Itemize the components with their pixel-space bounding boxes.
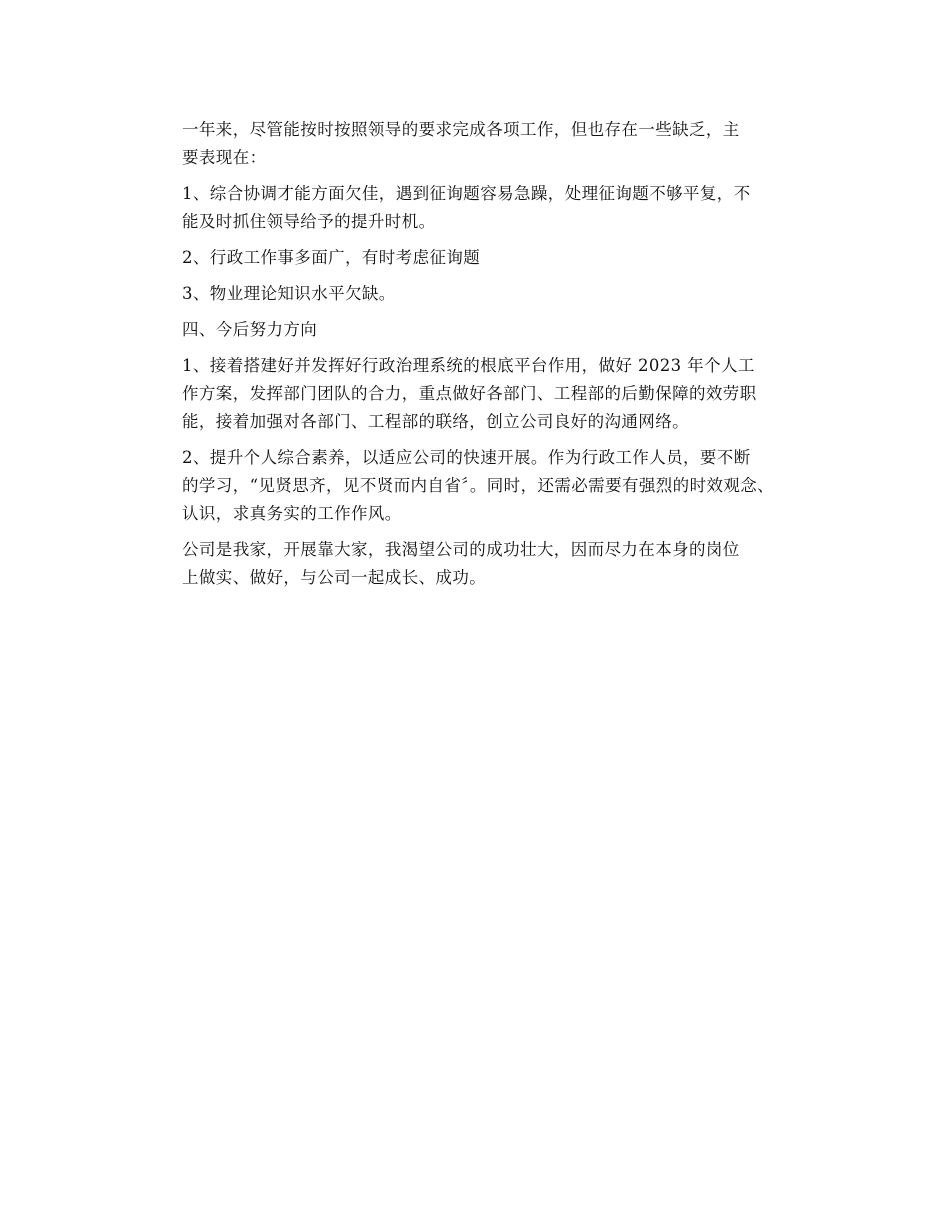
paragraph-line: 2、行政工作事多面广，有时考虑征询题 [182, 248, 481, 267]
paragraph-line: 要表现在： [182, 148, 267, 167]
paragraph-line: 能及时抓住领导给予的提升时机。 [182, 212, 436, 231]
paragraph-closing [145, 536, 805, 592]
section-heading-text: 四、今后努力方向 [182, 320, 318, 339]
paragraph-line: 2、提升个人综合素养，以适应公司的快速开展。作为行政工作人员，要不断 [182, 448, 751, 467]
paragraph-line: 公司是我家，开展靠大家，我渴望公司的成功壮大，因而尽力在本身的岗位 [182, 540, 740, 559]
paragraph-line: 上做实、做好，与公司一起成长、成功。 [182, 568, 487, 587]
section-heading-future-direction [145, 316, 805, 344]
paragraph-line: 能，接着加强对各部门、工程部的联络，创立公司良好的沟通网络。 [182, 412, 689, 431]
paragraph-item-2 [145, 244, 805, 272]
paragraph-line: 认识，求真务实的工作作风。 [182, 504, 402, 523]
paragraph-line: 1、接着搭建好并发挥好行政治理系统的根底平台作用，做好 2023 年个人工 [182, 356, 755, 375]
paragraph-line: 作方案，发挥部门团队的合力，重点做好各部门、工程部的后勤保障的效劳职 [182, 384, 757, 403]
paragraph-direction-2 [145, 444, 805, 528]
paragraph-line: 一年来，尽管能按时按照领导的要求完成各项工作，但也存在一些缺乏，主 [182, 120, 740, 139]
paragraph-line: 3、物业理论知识水平欠缺。 [182, 284, 396, 303]
paragraph-direction-1 [145, 352, 805, 436]
paragraph-line: 1、综合协调才能方面欠佳，遇到征询题容易急躁，处理征询题不够平复，不 [182, 184, 751, 203]
document-body [145, 116, 805, 600]
paragraph-line: 的学习，“见贤思齐，见不贤而内自省〞。同时，还需必需要有强烈的时效观念、 [182, 476, 775, 495]
paragraph-item-1 [145, 180, 805, 236]
paragraph-shortcomings-intro [145, 116, 805, 172]
paragraph-item-3 [145, 280, 805, 308]
